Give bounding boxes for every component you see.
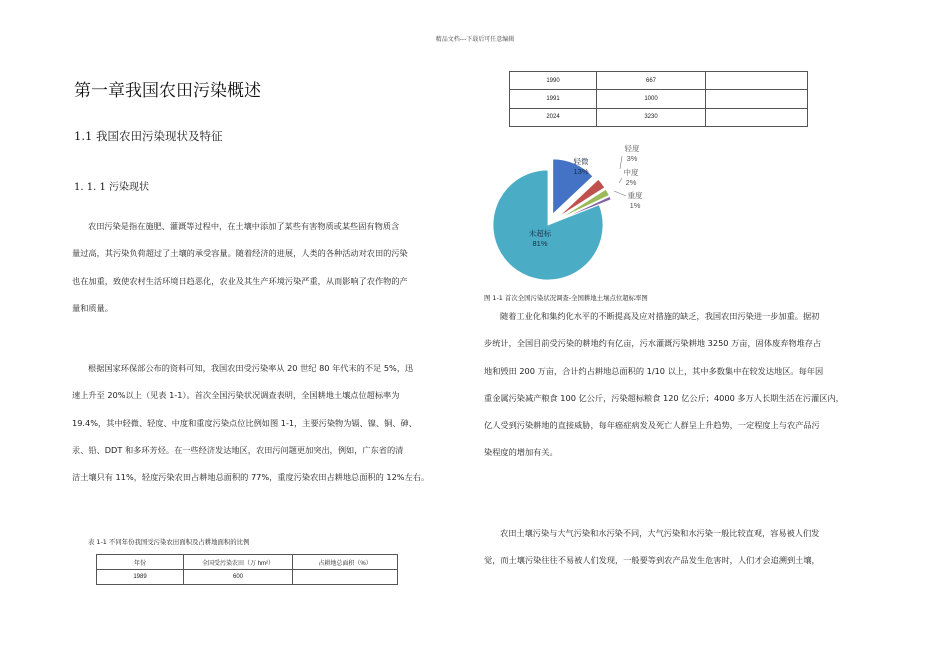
table-header-row <box>97 555 398 570</box>
paragraph-line: 地和毁田 200 万亩，合计约占耕地总面积的 1/10 以上，其中多数集中在较发达地区。每年因 <box>484 365 824 376</box>
paragraph-3 <box>484 303 884 467</box>
table-row <box>510 72 808 90</box>
pie-slice-value: 2% <box>625 178 637 187</box>
table-1-continued <box>509 71 808 127</box>
pie-slice-label: 重度 <box>627 191 643 200</box>
paragraph-line: 随着工业化和集约化水平的不断提高及应对措施的缺乏，我国农田污染进一步加重。据初 <box>500 311 820 321</box>
subsection-title: 1. 1. 1 污染现状 <box>74 182 149 193</box>
paragraph-line: 也在加重，致使农村生活环境日趋恶化，农业及其生产环境污染严重，从而影响了农作物的产 <box>72 275 408 286</box>
paragraph-line: 重金属污染减产粮食 100 亿公斤，污染超标粮食 120 亿公斤；4000 多万人长期生活在污灌区内， <box>484 392 844 403</box>
pie-slice-label: 未超标 <box>528 229 552 238</box>
pie-slice-value: 1% <box>629 201 641 210</box>
section-title: 1.1 我国农田污染现状及特征 <box>74 129 223 143</box>
table-header-cell: 占耕地总面积（%） <box>293 555 398 570</box>
table-row <box>510 108 808 126</box>
table-cell: 1989 <box>97 570 184 585</box>
paragraph-line: 量过高，其污染负荷超过了土壤的承受容量。随着经济的进展，人类的各种活动对农田的污染 <box>72 248 408 259</box>
paragraph-line: 农田污染是指在施肥、灌溉等过程中，在土壤中添加了某些有害物质或某些固有物质含 <box>88 221 400 231</box>
pie-slice-label: 轻微 <box>573 157 589 166</box>
paragraph-line: 根据国家环保部公布的资料可知，我国农田受污染率从 20 世纪 80 年代末的不足 5%，迅 <box>88 363 414 373</box>
paragraph-line: 染程度的增加有关。 <box>484 447 558 458</box>
table-cell: 2024 <box>510 108 597 126</box>
table-cell: 667 <box>597 72 706 90</box>
paragraph-2 <box>72 355 470 491</box>
paragraph-4 <box>484 520 884 575</box>
table-cell: 1991 <box>510 90 597 108</box>
paragraph-line: 步统计，全国目前受污染的耕地约有亿亩，污水灌溉污染耕地 3250 万亩，固体废弃物堆存占 <box>484 338 822 349</box>
table-header-cell: 全国受污染农田（万 hm²） <box>184 555 293 570</box>
header-watermark: 精品文档---下载后可任意编辑 <box>435 36 515 43</box>
figure-1-caption: 图 1-1 首次全国污染状况调查-全国耕地土壤点位超标率图 <box>484 294 648 302</box>
paragraph-line: 量和质量。 <box>72 302 113 313</box>
pie-slice-value: 13% <box>573 167 589 176</box>
paragraph-1 <box>72 213 470 322</box>
table-cell: 1990 <box>510 72 597 90</box>
table-cell <box>293 570 398 585</box>
pie-slice-label: 轻度 <box>624 144 640 153</box>
table-1 <box>96 554 398 585</box>
chapter-title: 第一章我国农田污染概述 <box>74 81 261 101</box>
paragraph-line: 速上升至 20%以上（见表 1-1）。首次全国污染状况调查表明，全国耕地土壤点位超标率为 <box>72 390 400 401</box>
pie-chart <box>490 128 670 288</box>
table-header-cell: 年份 <box>97 555 184 570</box>
pie-leader-line <box>614 191 626 196</box>
pie-leader-line <box>620 156 622 169</box>
pie-slice-value: 81% <box>532 239 548 248</box>
pie-slice-label: 中度 <box>623 168 639 177</box>
table-1-caption: 表 1-1 不同年份我国受污染农田面积及占耕地面积的比例 <box>88 538 250 546</box>
table-cell: 600 <box>184 570 293 585</box>
paragraph-line: 亿人受到污染耕地的直接威胁，每年癌症病发及死亡人群呈上升趋势，一定程度上与农产品污 <box>484 420 820 431</box>
table-cell: 3230 <box>597 108 706 126</box>
paragraph-line: 觉，而土壤污染往往不易被人们发现，一般要等到农产品发生危害时，人们才会追溯到土壤， <box>484 555 820 566</box>
table-row <box>97 570 398 585</box>
table-cell <box>706 72 808 90</box>
paragraph-line: 19.4%，其中轻微、轻度、中度和重度污染点位比例如图 1-1，主要污染物为镉、镍、铜、砷、 <box>72 417 417 428</box>
paragraph-line: 农田土壤污染与大气污染和水污染不同，大气污染和水污染一般比较直观，容易被人们发 <box>500 528 820 538</box>
pie-slice-5 <box>493 170 603 280</box>
pie-leader-line <box>619 178 622 183</box>
pie-slice-value: 3% <box>626 154 638 163</box>
table-row <box>510 90 808 108</box>
table-cell: 1000 <box>597 90 706 108</box>
table-cell <box>706 90 808 108</box>
paragraph-line: 洁土壤只有 11%，轻度污染农田占耕地总面积的 77%，重度污染农田占耕地总面积的 12%左右。 <box>72 472 430 483</box>
paragraph-line: 汞、铅、DDT 和多环芳烃。在一些经济发达地区，农田污问题更加突出，例如，广东省的清 <box>72 444 404 455</box>
table-cell <box>706 108 808 126</box>
